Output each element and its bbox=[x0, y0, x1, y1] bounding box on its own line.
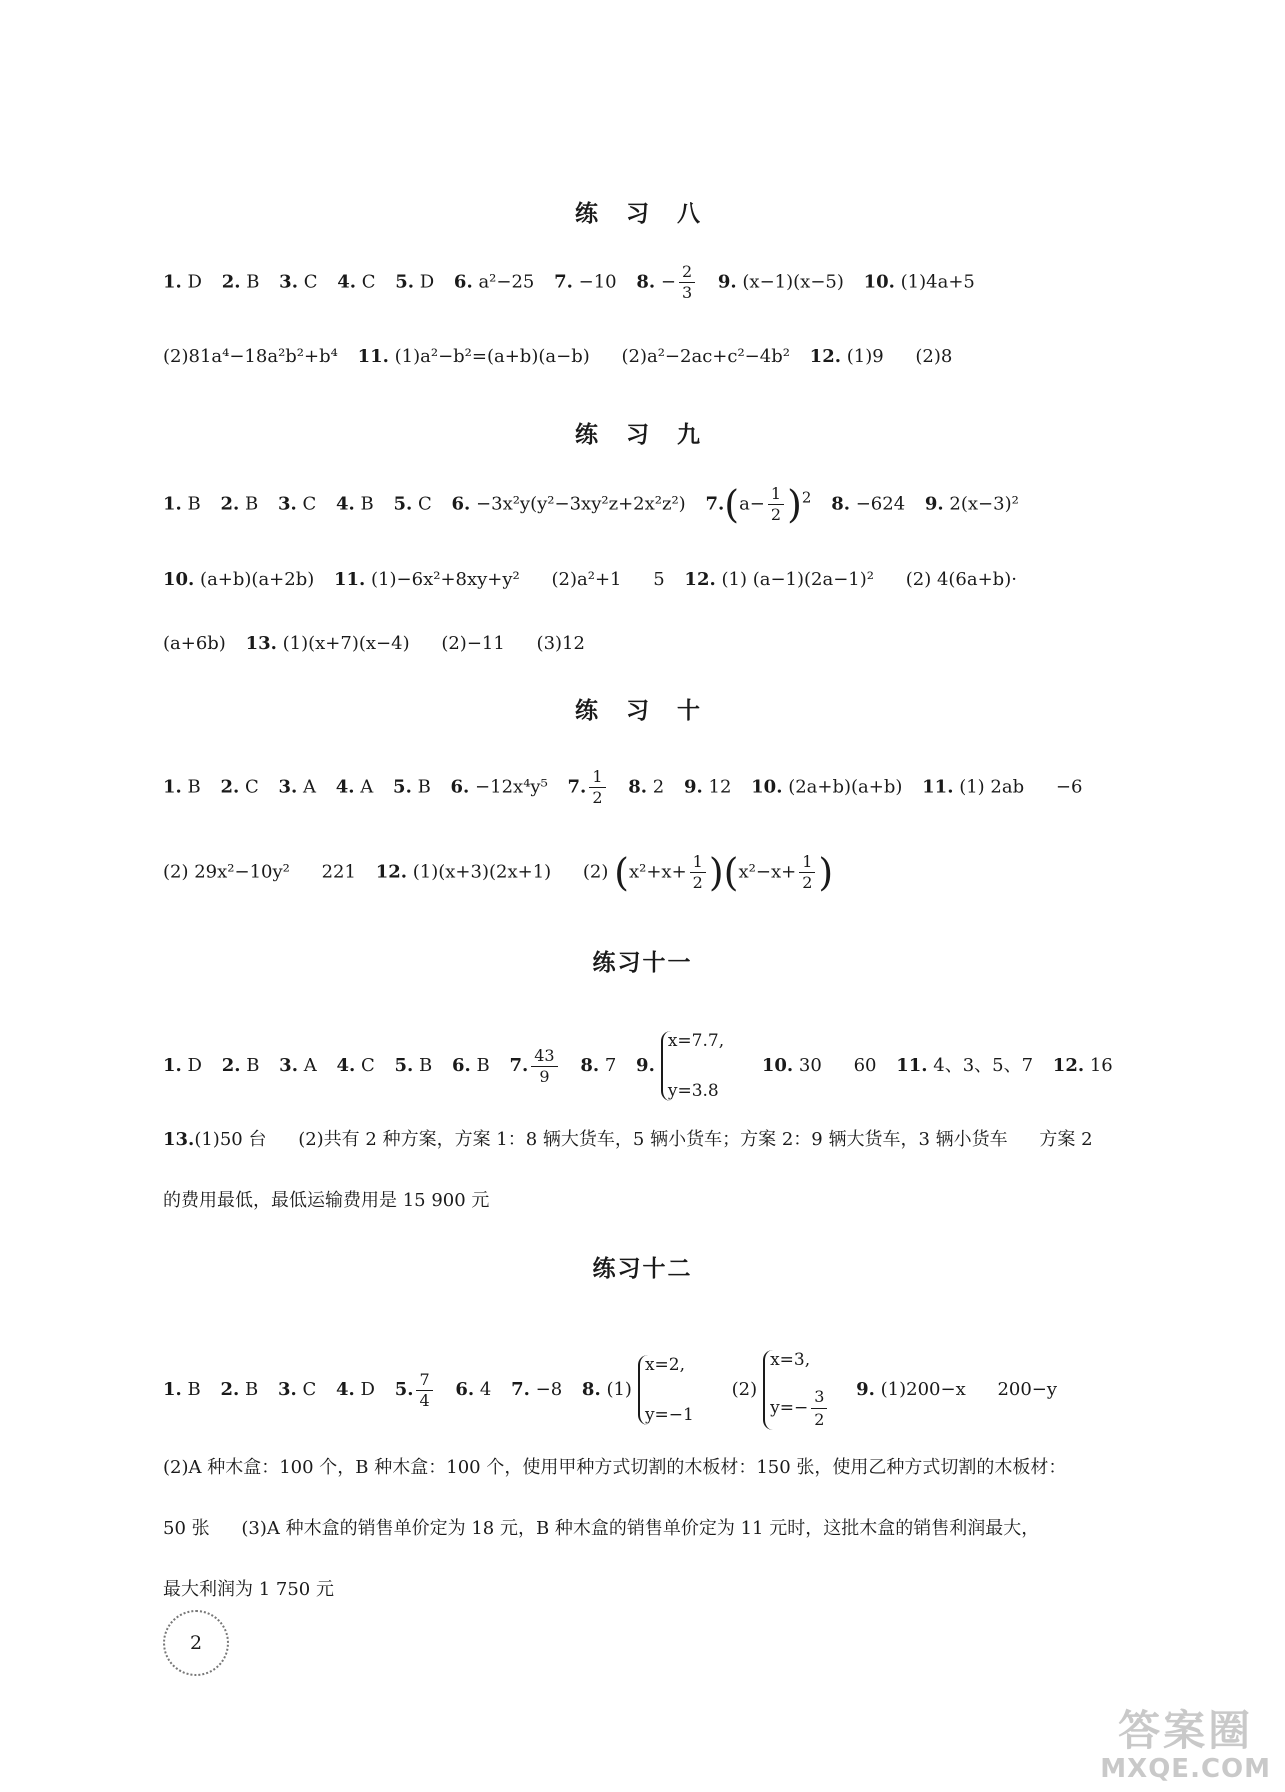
fraction: $\frac{1}{2}$ bbox=[690, 853, 706, 892]
section-title-10: 练 习 十 bbox=[574, 698, 710, 724]
answer-line: (2)81a⁴−18a²b²+b⁴ 11. (1)a²−b²=(a+b)(a−b) (2)a²−2ac+c²−4b² 12. (1)9 (2)8 bbox=[163, 346, 953, 367]
fraction: $\frac{3}{2}$ bbox=[811, 1387, 827, 1430]
fraction: $\frac{1}{2}$ bbox=[768, 485, 784, 524]
watermark-url: MXQE.COM bbox=[1100, 1754, 1271, 1784]
answer-line: 1. D 2. B 3. C 4. C 5. D 6. a²−25 7. −10 8. − $\frac{2}{3}$ 9. (x−1)(x−5) 10. (1)4a+5 bbox=[163, 262, 975, 302]
fraction: $\frac{7}{4}$ bbox=[416, 1371, 432, 1410]
section-title-9: 练 习 九 bbox=[574, 422, 710, 448]
answer-line: 的费用最低，最低运输费用是 15 900 元 bbox=[163, 1190, 490, 1211]
equation-system: x=2, y=−1 bbox=[638, 1355, 694, 1425]
answer-line: 1. B 2. B 3. C 4. B 5. C 6. −3x²y(y²−3xy²z+2x²z²) 7.(a− $\frac{1}{2}$ )$^2$ 8. −624 9. 2(x−3)² bbox=[163, 482, 1019, 527]
fraction: $\frac{43}{9}$ bbox=[531, 1047, 557, 1086]
watermark bbox=[1100, 1698, 1271, 1784]
answer-line: 1. B 2. C 3. A 4. A 5. B 6. −12x⁴y⁵ 7. $\frac{1}{2}$ 8. 2 9. 12 10. (2a+b)(a+b) 11. (1) 2ab −6 bbox=[163, 767, 1083, 807]
answer-line: 50 张 (3)A 种木盒的销售单价定为 18 元，B 种木盒的销售单价定为 11 元时，这批木盒的销售利润最大， bbox=[163, 1518, 1040, 1539]
page-number-badge bbox=[163, 1610, 229, 1676]
answer-line: 1. B 2. B 3. C 4. D 5. $\frac{7}{4}$ 6. 4 7. −8 8. (1) x=2, y=−1 (2) x=3, y=− $\frac{3}{2}$ 9. (1)200−x 200−y bbox=[163, 1350, 1058, 1429]
equation-system: x=7.7, y=3.8 bbox=[661, 1031, 724, 1101]
answer-line: 1. D 2. B 3. A 4. C 5. B 6. B 7. $\frac{43}{9}$ 8. 7 9. x=7.7, y=3.8 10. 30 60 11. 4、3、5、7 12. 16 bbox=[163, 1031, 1113, 1101]
section-title-11: 练习十一 bbox=[592, 950, 693, 976]
answer-line: (2)A 种木盒：100 个，B 种木盒：100 个，使用甲种方式切割的木板材：150 张，使用乙种方式切割的木板材： bbox=[163, 1457, 1067, 1478]
section-title-8: 练 习 八 bbox=[574, 201, 710, 227]
section-title-12: 练习十二 bbox=[592, 1256, 693, 1282]
answer-line: (2) 29x²−10y² 221 12. (1)(x+3)(2x+1) (2) (x²+x+ $\frac{1}{2}$ )(x²−x+ $\frac{1}{2}$ ) bbox=[163, 850, 834, 895]
fraction: $\frac{1}{2}$ bbox=[799, 853, 815, 892]
page-number: 2 bbox=[189, 1632, 203, 1654]
answer-line: 10. (a+b)(a+2b) 11. (1)−6x²+8xy+y² (2)a²+1 5 12. (1) (a−1)(2a−1)² (2) 4(6a+b)· bbox=[163, 569, 1017, 590]
equation-system: x=3, y=− $\frac{3}{2}$ bbox=[763, 1350, 830, 1430]
answer-line: (a+6b) 13. (1)(x+7)(x−4) (2)−11 (3)12 bbox=[163, 633, 585, 654]
answer-line: 最大利润为 1 750 元 bbox=[163, 1579, 334, 1600]
fraction: $\frac{1}{2}$ bbox=[589, 768, 605, 807]
answer-line: 13.(1)50 台 (2)共有 2 种方案，方案 1：8 辆大货车，5 辆小货车；方案 2：9 辆大货车，3 辆小货车 方案 2 bbox=[163, 1129, 1093, 1150]
watermark-logo-text: 答案圈 bbox=[1118, 1706, 1254, 1755]
fraction: $\frac{2}{3}$ bbox=[679, 263, 695, 302]
